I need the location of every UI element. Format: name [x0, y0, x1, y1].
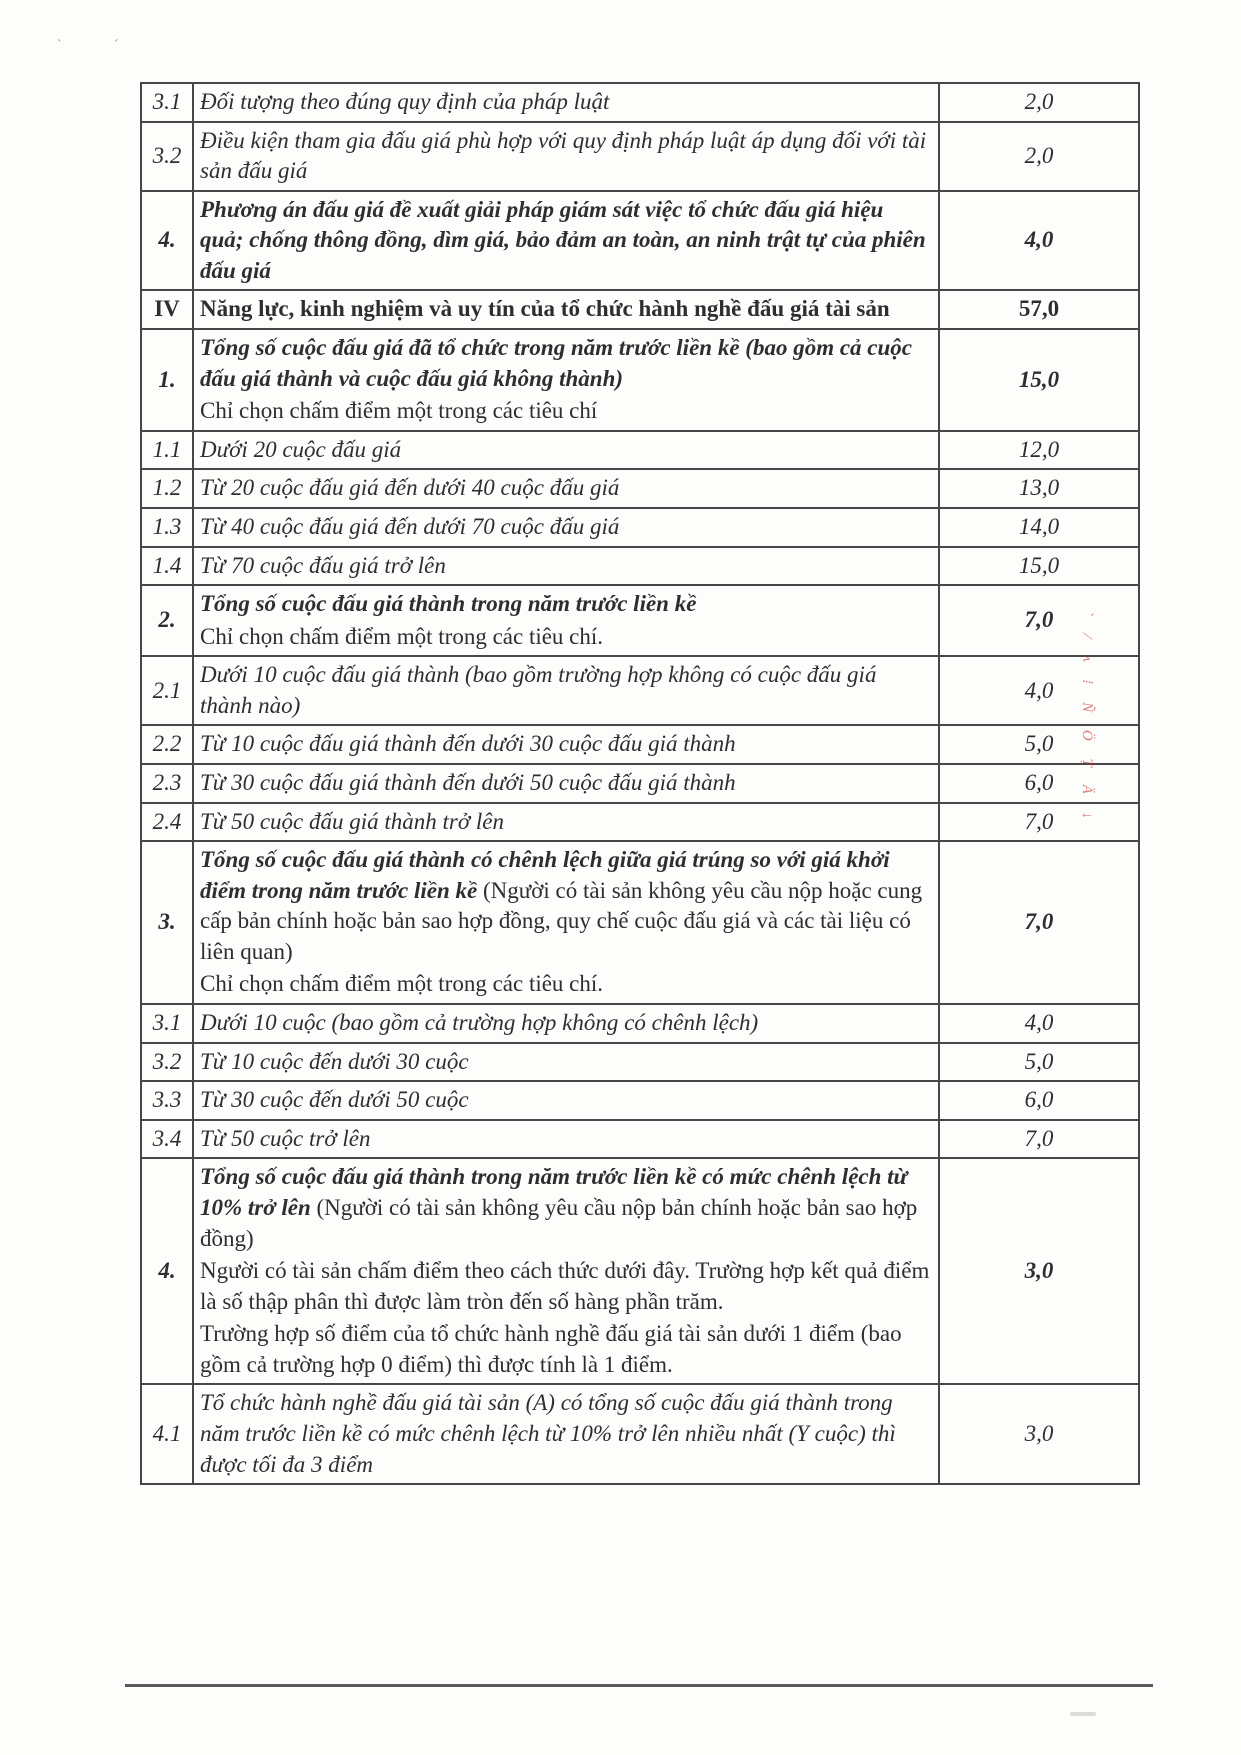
- criteria-heading: Tổng số cuộc đấu giá đã tổ chức trong năm trước liền kề (bao gồm cả cuộc đấu giá thành và cuộc đấu giá không thành): [200, 335, 913, 391]
- row-number-cell: 2.3: [141, 764, 193, 803]
- row-number-cell: 3.1: [141, 1004, 193, 1043]
- criteria-note: Chỉ chọn chấm điểm một trong các tiêu chí.: [200, 971, 604, 997]
- criteria-cell: Tổ chức hành nghề đấu giá tài sản (A) có tổng số cuộc đấu giá thành trong năm trước liền kề có mức chênh lệch từ 10% trở lên nhiều nhất (Y cuộc) thì được tối đa 3 điểm: [193, 1384, 939, 1484]
- table-row: [141, 83, 1139, 122]
- criteria-cell: Năng lực, kinh nghiệm và uy tín của tổ chức hành nghề đấu giá tài sản: [193, 290, 939, 329]
- score-cell: 7,0: [939, 803, 1139, 842]
- table-row: [141, 656, 1139, 725]
- score-cell: 13,0: [939, 469, 1139, 508]
- table-row: [141, 1384, 1139, 1484]
- table-row: [141, 841, 1139, 1004]
- criteria-cell: Từ 70 cuộc đấu giá trở lên: [193, 547, 939, 586]
- criteria-cell: Từ 50 cuộc trở lên: [193, 1120, 939, 1159]
- table-row: [141, 1004, 1139, 1043]
- row-number-cell: 1.4: [141, 547, 193, 586]
- table-row: [141, 1158, 1139, 1384]
- table-row: [141, 1043, 1139, 1082]
- row-number-cell: 4.: [141, 191, 193, 291]
- criteria-cell: Từ 50 cuộc đấu giá thành trở lên: [193, 803, 939, 842]
- row-number-cell: 3.4: [141, 1120, 193, 1159]
- score-cell: 5,0: [939, 1043, 1139, 1082]
- criteria-cell: Từ 30 cuộc đấu giá thành đến dưới 50 cuộc đấu giá thành: [193, 764, 939, 803]
- score-cell: 5,0: [939, 725, 1139, 764]
- criteria-cell: [193, 1158, 939, 1384]
- criteria-cell: Từ 30 cuộc đến dưới 50 cuộc: [193, 1081, 939, 1120]
- table-row: [141, 547, 1139, 586]
- row-number-cell: 3.1: [141, 83, 193, 122]
- criteria-cell: Dưới 20 cuộc đấu giá: [193, 431, 939, 470]
- criteria-cell: Từ 10 cuộc đấu giá thành đến dưới 30 cuộc đấu giá thành: [193, 725, 939, 764]
- table-row: [141, 1081, 1139, 1120]
- score-cell: 4,0: [939, 191, 1139, 291]
- criteria-cell: Điều kiện tham gia đấu giá phù hợp với quy định pháp luật áp dụng đối với tài sản đấu giá: [193, 122, 939, 191]
- score-cell: 7,0: [939, 1120, 1139, 1159]
- criteria-heading: Tổng số cuộc đấu giá thành trong năm trước liền kề: [200, 591, 697, 617]
- criteria-heading: Tổng số cuộc đấu giá thành có chênh lệch giữa giá trúng so với giá khởi điểm trong năm trước liền kề: [200, 847, 890, 903]
- score-cell: 4,0: [939, 1004, 1139, 1043]
- row-number-cell: 4.: [141, 1158, 193, 1384]
- table-row: [141, 469, 1139, 508]
- row-number-cell: 1.3: [141, 508, 193, 547]
- table-row: [141, 431, 1139, 470]
- handwritten-margin-note: ˋ ⁄ ʌ ⁞ Ñ Ö Ṭ Ä ↓: [1079, 612, 1095, 826]
- table-row: [141, 1120, 1139, 1159]
- table-row: [141, 508, 1139, 547]
- scan-smudge: [1070, 1712, 1096, 1716]
- criteria-cell: Từ 40 cuộc đấu giá đến dưới 70 cuộc đấu giá: [193, 508, 939, 547]
- row-number-cell: 1.: [141, 329, 193, 431]
- criteria-cell: Đối tượng theo đúng quy định của pháp luật: [193, 83, 939, 122]
- row-number-cell: 3.3: [141, 1081, 193, 1120]
- criteria-cell: Dưới 10 cuộc (bao gồm cả trường hợp không có chênh lệch): [193, 1004, 939, 1043]
- criteria-cell: [193, 841, 939, 1004]
- score-cell: 3,0: [939, 1384, 1139, 1484]
- score-cell: 6,0: [939, 764, 1139, 803]
- table-row: [141, 191, 1139, 291]
- criteria-parenthetical: (Người có tài sản không yêu cầu nộp bản chính hoặc bản sao hợp đồng): [200, 1194, 918, 1251]
- criteria-cell: Dưới 10 cuộc đấu giá thành (bao gồm trường hợp không có cuộc đấu giá thành nào): [193, 656, 939, 725]
- criteria-parenthetical: (Người có tài sản không yêu cầu nộp hoặc cung cấp bản chính hoặc bản sao hợp đồng, quy chế cuộc đấu giá và các tài liệu có liên quan): [200, 877, 923, 964]
- criteria-heading: Tổng số cuộc đấu giá thành trong năm trước liền kề có mức chênh lệch từ 10% trở lên: [200, 1164, 908, 1220]
- row-number-cell: 2.4: [141, 803, 193, 842]
- criteria-note: Chỉ chọn chấm điểm một trong các tiêu chí: [200, 398, 598, 424]
- score-cell: 57,0: [939, 290, 1139, 329]
- row-number-cell: 1.1: [141, 431, 193, 470]
- criteria-cell: Từ 10 cuộc đến dưới 30 cuộc: [193, 1043, 939, 1082]
- table-row: [141, 122, 1139, 191]
- score-cell: 4,0: [939, 656, 1139, 725]
- row-number-cell: IV: [141, 290, 193, 329]
- score-cell: 2,0: [939, 122, 1139, 191]
- table-row: [141, 803, 1139, 842]
- score-cell: 7,0: [939, 585, 1139, 656]
- table-row: [141, 764, 1139, 803]
- table-row: [141, 329, 1139, 431]
- score-cell: 7,0: [939, 841, 1139, 1004]
- criteria-cell: Từ 20 cuộc đấu giá đến dưới 40 cuộc đấu giá: [193, 469, 939, 508]
- row-number-cell: 3.2: [141, 1043, 193, 1082]
- score-cell: 6,0: [939, 1081, 1139, 1120]
- score-cell: 14,0: [939, 508, 1139, 547]
- score-cell: 15,0: [939, 329, 1139, 431]
- row-number-cell: 2.1: [141, 656, 193, 725]
- row-number-cell: 1.2: [141, 469, 193, 508]
- score-cell: 3,0: [939, 1158, 1139, 1384]
- scan-artifact-mark: ˋ: [57, 38, 62, 53]
- row-number-cell: 4.1: [141, 1384, 193, 1484]
- scoring-table: [140, 82, 1140, 1485]
- scoring-table-container: [140, 82, 1138, 1485]
- row-number-cell: 2.2: [141, 725, 193, 764]
- table-row: [141, 585, 1139, 656]
- score-cell: 15,0: [939, 547, 1139, 586]
- table-row: [141, 725, 1139, 764]
- row-number-cell: 3.: [141, 841, 193, 1004]
- criteria-note: Chỉ chọn chấm điểm một trong các tiêu chí.: [200, 623, 604, 649]
- criteria-cell: [193, 329, 939, 431]
- page-bottom-rule: [125, 1684, 1153, 1687]
- table-row: [141, 290, 1139, 329]
- row-number-cell: 2.: [141, 585, 193, 656]
- criteria-note: Trường hợp số điểm của tổ chức hành nghề đấu giá tài sản dưới 1 điểm (bao gồm cả trường hợp 0 điểm) thì được tính là 1 điểm.: [200, 1321, 902, 1377]
- scan-artifact-mark: ˊ: [114, 38, 119, 53]
- row-number-cell: 3.2: [141, 122, 193, 191]
- criteria-cell: [193, 585, 939, 656]
- score-cell: 2,0: [939, 83, 1139, 122]
- score-cell: 12,0: [939, 431, 1139, 470]
- criteria-cell: Phương án đấu giá đề xuất giải pháp giám sát việc tổ chức đấu giá hiệu quả; chống thông đồng, dìm giá, bảo đảm an toàn, an ninh trật tự của phiên đấu giá: [193, 191, 939, 291]
- criteria-note: Người có tài sản chấm điểm theo cách thức dưới đây. Trường hợp kết quả điểm là số thập phân thì được làm tròn đến số hàng phần trăm.: [200, 1258, 930, 1314]
